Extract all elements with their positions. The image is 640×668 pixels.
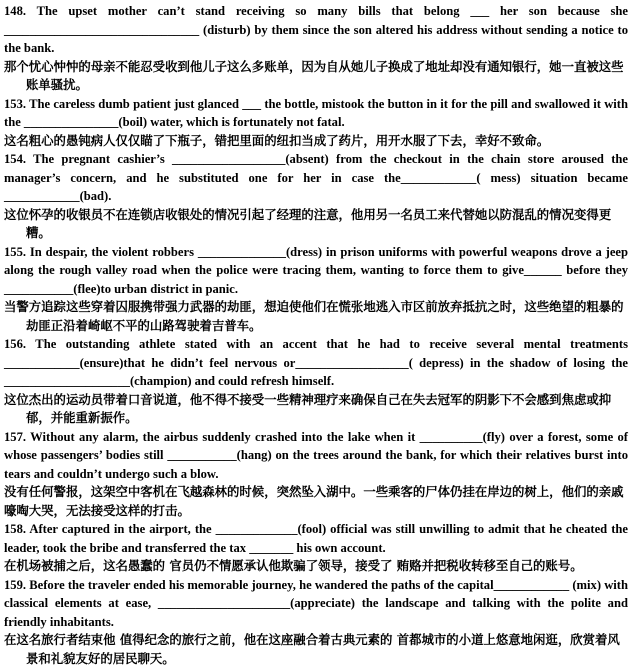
- question-154-english: 154. The pregnant cashier’s __________________(absent) from the checkout in the chain store aroused the manager’s concern, and he substituted one for her in case the____________( mess) situation became ____________(bad).: [4, 150, 628, 206]
- question-157-chinese: 没有任何警报，这架空中客机在飞越森林的时候，突然坠入湖中。一些乘客的尸体仍挂在岸边的树上，他们的亲戚嚎啕大哭，无法接受这样的打击。: [4, 483, 628, 520]
- question-158: [4, 520, 628, 576]
- question-154: [4, 150, 628, 243]
- question-153-chinese: 这名粗心的愚钝病人仅仅瞄了下瓶子，错把里面的纽扣当成了药片，用开水服了下去，幸好不致命。: [4, 132, 628, 151]
- question-156-english: 156. The outstanding athlete stated with an accent that he had to receive several mental treatments ____________(ensure)that he didn’t feel nervous or__________________( depress) in the shadow of losing the ____________________(champion) and could refresh himself.: [4, 335, 628, 391]
- question-159-chinese: 在这名旅行者结束他 值得纪念的旅行之前，他在这座融合着古典元素的 首都城市的小道上悠意地闲逛，欣赏着风景和礼貌友好的居民聊天。: [4, 631, 628, 668]
- question-156: [4, 335, 628, 428]
- question-154-chinese: 这位怀孕的收银员不在连锁店收银处的情况引起了经理的注意，他用另一名员工来代替她以防混乱的情况变得更糟。: [4, 206, 628, 243]
- question-148-english: 148. The upset mother can’t stand receiving so many bills that belong ___ her son because she _______________________________ (disturb) by them since the son altered his address without sending a notice to the bank.: [4, 2, 628, 58]
- question-157: [4, 428, 628, 521]
- question-158-chinese: 在机场被捕之后，这名愚蠢的 官员仍不情愿承认他欺骗了领导，接受了 贿赂并把税收转移至自己的账号。: [4, 557, 628, 576]
- question-156-chinese: 这位杰出的运动员带着口音说道，他不得不接受一些精神理疗来确保自己在失去冠军的阴影下不会感到焦虑或抑郁，并能重新振作。: [4, 391, 628, 428]
- question-157-english: 157. Without any alarm, the airbus suddenly crashed into the lake when it __________(fly) over a forest, some of whose passengers’ bodies still ___________(hang) on the trees around the bank, for which their relatives burst into tears and couldn’t undergo such a blow.: [4, 428, 628, 484]
- question-155-english: 155. In despair, the violent robbers ______________(dress) in prison uniforms with powerful weapons drove a jeep along the rough valley road when the police were tracing them, wanting to force them to give______ before they ___________(flee)to urban district in panic.: [4, 243, 628, 299]
- question-153: [4, 95, 628, 151]
- question-148: [4, 2, 628, 95]
- question-159-english: 159. Before the traveler ended his memorable journey, he wandered the paths of the capital____________ (mix) with classical elements at ease, _____________________(appreciate) the landscape and talking with the polite and friendly inhabitants.: [4, 576, 628, 632]
- question-153-english: 153. The careless dumb patient just glanced ___ the bottle, mistook the button in it for the pill and swallowed it with the _______________(boil) water, which is fortunately not fatal.: [4, 95, 628, 132]
- question-159: [4, 576, 628, 668]
- question-148-chinese: 那个忧心忡忡的母亲不能忍受收到他儿子这么多账单，因为自从她儿子换成了地址却没有通知银行，她一直被这些账单骚扰。: [4, 58, 628, 95]
- question-158-english: 158. After captured in the airport, the _____________(fool) official was still unwilling to admit that he cheated the leader, took the bribe and transferred the tax _______ his own account.: [4, 520, 628, 557]
- question-155-chinese: 当警方追踪这些穿着囚服携带强力武器的劫匪，想迫使他们在慌张地逃入市区前放弃抵抗之时，这些绝望的粗暴的劫匪正沿着崎岖不平的山路驾驶着吉普车。: [4, 298, 628, 335]
- question-155: [4, 243, 628, 336]
